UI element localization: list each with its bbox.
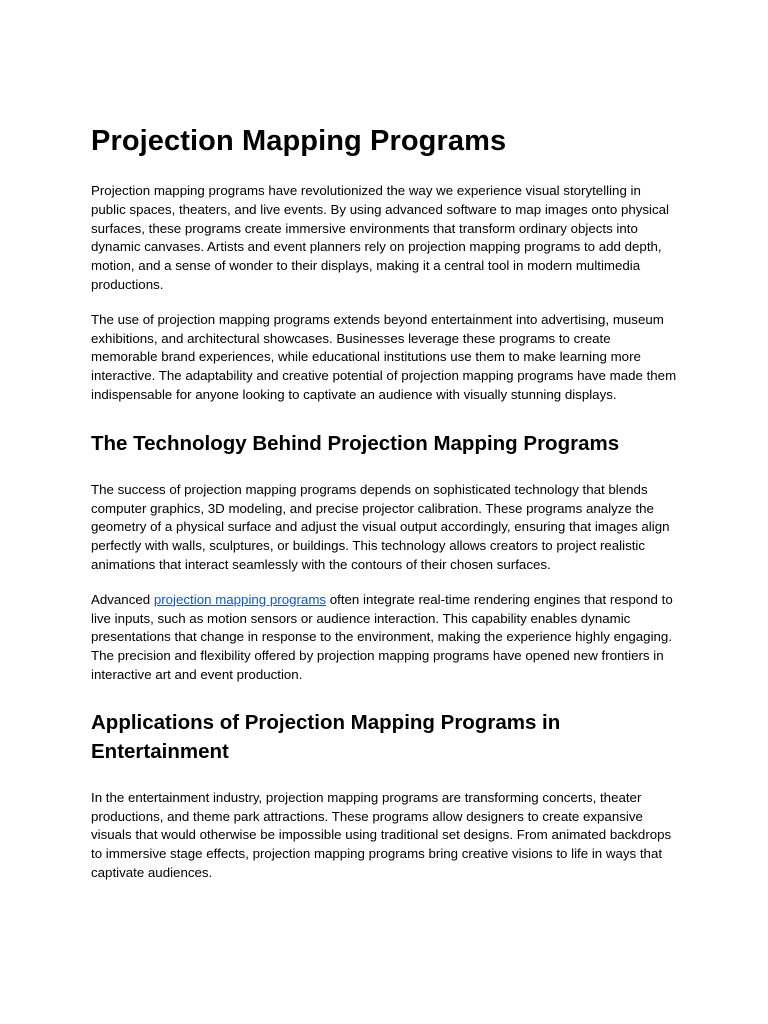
applications-paragraph-1: In the entertainment industry, projection mapping programs are transforming concerts, theater productions, and theme park attractions. These programs allow designers to create expansive visuals that would otherwise be impossible using traditional set designs. From animated backdrops to immersive stage effects, projection mapping programs bring creative visions to life in ways that captivate audiences.: [91, 789, 672, 880]
technology-paragraph-2: [91, 591, 678, 685]
projection-mapping-programs-link[interactable]: projection mapping programs: [153, 591, 327, 607]
section-heading-technology: The Technology Behind Projection Mapping Programs: [91, 431, 620, 455]
technology-paragraph-2-suffix: often integrate real-time rendering engines that respond to live inputs, such as motion sensors or audience interaction. This capability enables dynamic presentations that change in response to the environment, making the experience highly engaging. The precision and flexibility offered by projection mapping programs have opened new frontiers in interactive art and event production.: [91, 591, 673, 682]
technology-paragraph-1: The success of projection mapping programs depends on sophisticated technology that blends computer graphics, 3D modeling, and precise projector calibration. These programs analyze the geometry of a physical surface and adjust the visual output accordingly, ensuring that images align perfectly with walls, sculptures, or buildings. This technology allows creators to project realistic animations that interact seamlessly with the contours of their chosen surfaces.: [91, 481, 670, 572]
technology-paragraph-2-prefix: Advanced: [91, 591, 154, 607]
page-title: Projection Mapping Programs: [91, 125, 507, 157]
intro-paragraph-2: The use of projection mapping programs extends beyond entertainment into advertising, museum exhibitions, and architectural showcases. Businesses leverage these programs to create memorable brand experiences, while educational institutions use them to make learning more interactive. The adaptability and creative potential of projection mapping programs have made them indispensable for anyone looking to captivate an audience with visually stunning displays.: [91, 311, 677, 402]
section-heading-applications: Applications of Projection Mapping Programs in Entertainment: [91, 710, 561, 763]
intro-paragraph-1: Projection mapping programs have revolutionized the way we experience visual storytelling in public spaces, theaters, and live events. By using advanced software to map images onto physical surfaces, these programs create immersive environments that transform ordinary objects into dynamic canvases. Artists and event planners rely on projection mapping programs to add depth, motion, and a sense of wonder to their displays, making it a central tool in modern multimedia productions.: [91, 183, 669, 292]
